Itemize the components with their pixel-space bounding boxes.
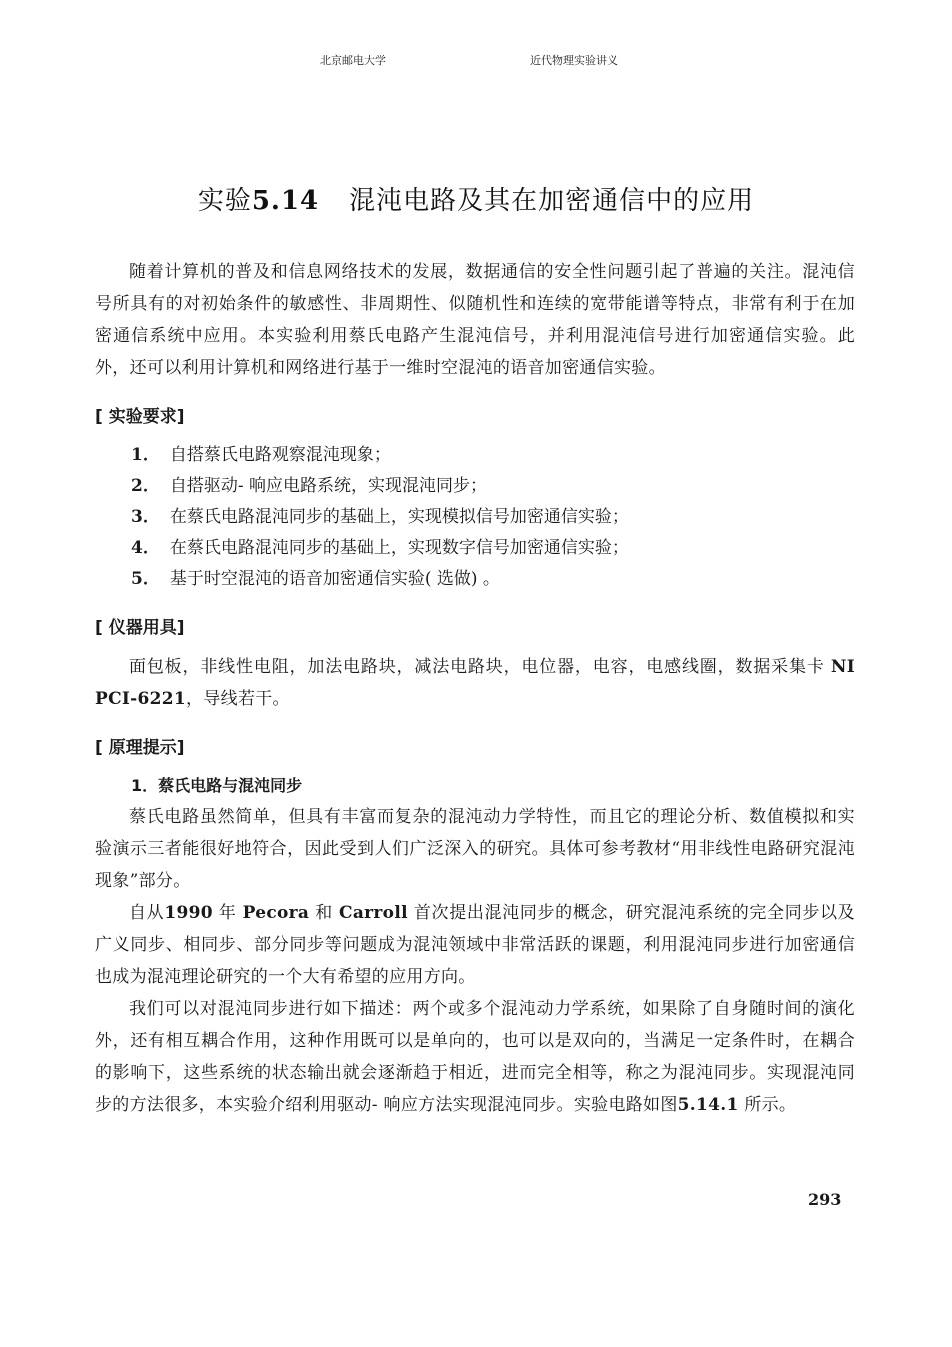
intro-paragraph: 随着计算机的普及和信息网络技术的发展，数据通信的安全性问题引起了普遍的关注。混沌信号所具有的对初始条件的敏感性、非周期性、似随机性和连续的宽带能谱等特点，非常有利于在加密通信系统中应用。本实验利用蔡氏电路产生混沌信号，并利用混沌信号进行加密通信实验。此外，还可以利用计算机和网络进行基于一维时空混沌的语音加密通信实验。	[95, 262, 855, 378]
title-text: 混沌电路及其在加密通信中的应用	[349, 186, 755, 216]
header-university: 北京邮电大学	[320, 54, 386, 67]
principle-paragraph-1: 蔡氏电路虽然简单，但具有丰富而复杂的混沌动力学特性，而且它的理论分析、数值模拟和实验演示三者能很好地符合，因此受到人们广泛深入的研究。具体可参考教材“用非线性电路研究混沌现象”部分。	[95, 807, 855, 891]
equipment-heading: [ 仪器用具]	[95, 618, 185, 638]
page-title	[0, 180, 952, 217]
requirements-list	[95, 440, 855, 595]
body-content	[95, 256, 855, 1121]
principle-paragraph-3: 我们可以对混沌同步进行如下描述：两个或多个混沌动力学系统，如果除了自身随时间的演化外，还有相互耦合作用，这种作用既可以是单向的，也可以是双向的，当满足一定条件时，在耦合的影响下，这些系统的状态输出就会逐渐趋于相近，进而完全相等，称之为混沌同步。实现混沌同步的方法很多，本实验介绍利用驱动- 响应方法实现混沌同步。实验电路如图5.14.1 所示。	[95, 999, 855, 1115]
page-number: 293	[808, 1190, 842, 1209]
title-prefix: 实验	[197, 186, 252, 216]
list-item: 1． 自搭蔡氏电路观察混沌现象；	[131, 445, 391, 465]
header-course: 近代物理实验讲义	[530, 54, 618, 67]
requirements-heading: [ 实验要求]	[95, 407, 185, 427]
list-item: 5． 基于时空混沌的语音加密通信实验( 选做) 。	[131, 569, 500, 589]
title-number: 5.14	[251, 186, 320, 216]
equipment-paragraph: 面包板，非线性电阻，加法电路块，减法电路块，电位器，电容，电感线圈，数据采集卡 NI PCI-6221，导线若干。	[95, 657, 855, 709]
daq-model: NI PCI-6221	[95, 657, 855, 709]
list-item: 3． 在蔡氏电路混沌同步的基础上，实现模拟信号加密通信实验；	[131, 507, 629, 527]
list-item: 2． 自搭驱动- 响应电路系统，实现混沌同步；	[131, 476, 487, 496]
principle-heading: [ 原理提示]	[95, 738, 185, 758]
principle-paragraph-2: 自从1990 年 Pecora 和 Carroll 首次提出混沌同步的概念，研究混沌系统的完全同步以及广义同步、相同步、部分同步等问题成为混沌领域中非常活跃的课题，利用混沌同步进行加密通信也成为混沌理论研究的一个大有希望的应用方向。	[95, 903, 855, 987]
list-item: 4． 在蔡氏电路混沌同步的基础上，实现数字信号加密通信实验；	[131, 538, 629, 558]
subsection-title: 1．蔡氏电路与混沌同步	[131, 776, 303, 795]
